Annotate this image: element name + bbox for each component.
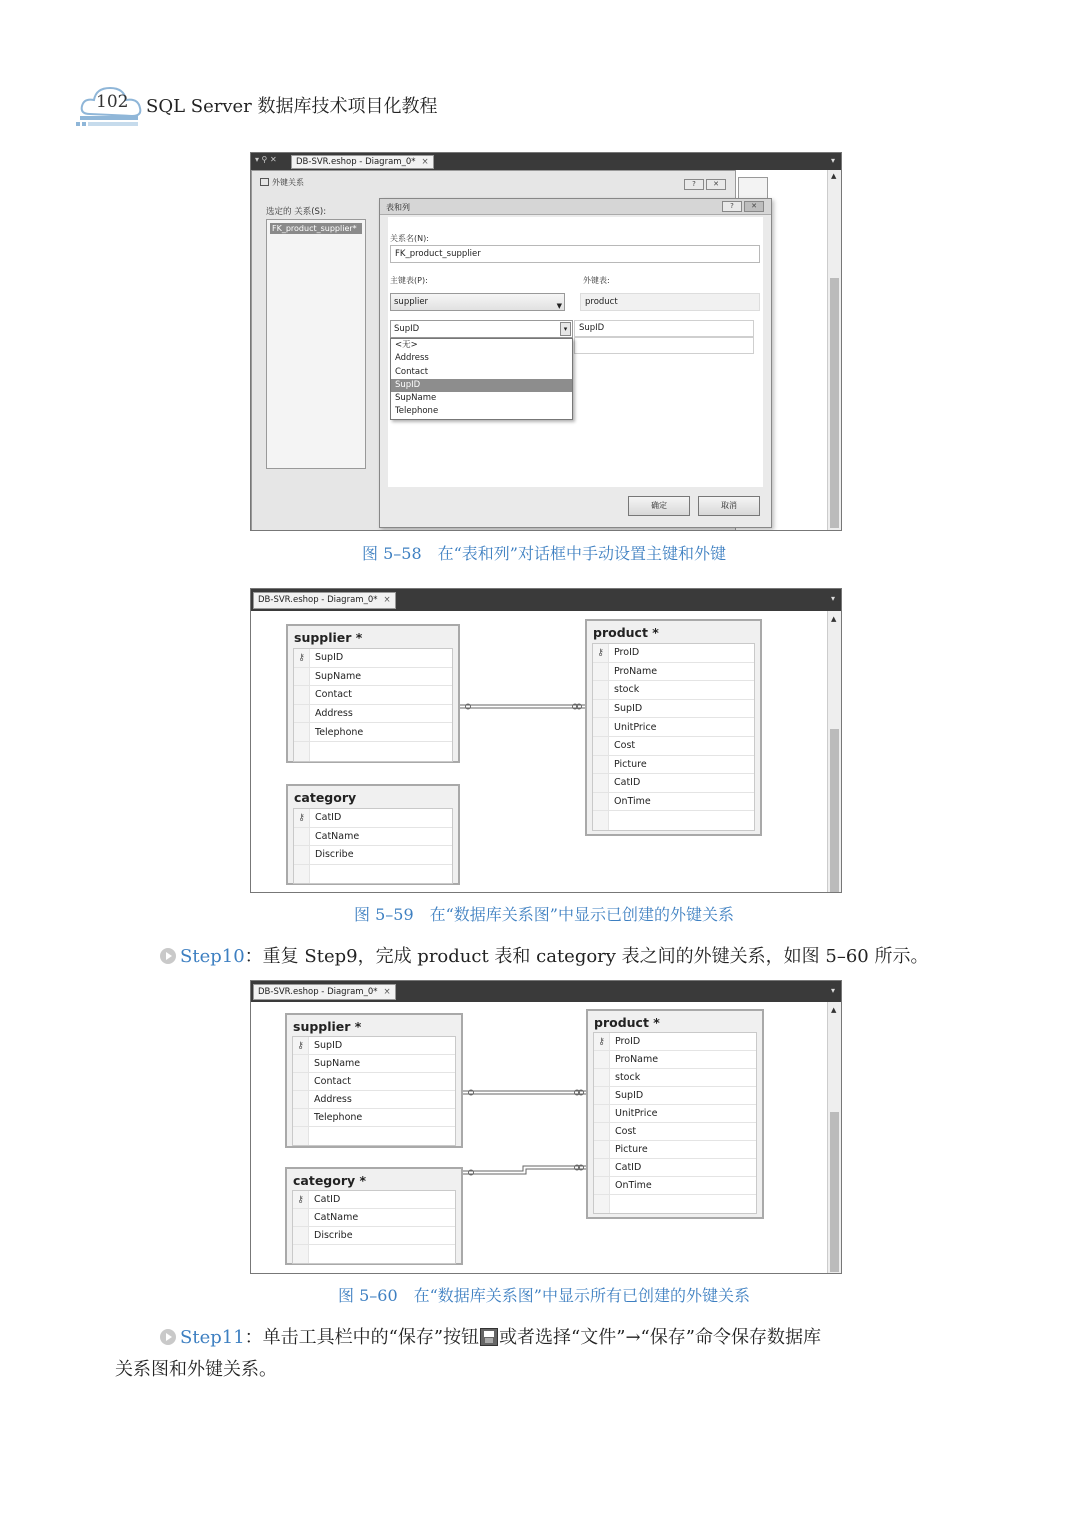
ok-button[interactable]: 确定 — [628, 496, 690, 516]
column-name: SupName — [315, 670, 362, 682]
table-title: supplier * — [293, 1019, 362, 1034]
column-name: Contact — [314, 1076, 351, 1087]
row-selector — [594, 1141, 610, 1158]
table-row[interactable] — [294, 742, 452, 761]
dialog-title-text: 外键关系 — [272, 178, 304, 187]
table-row[interactable] — [594, 1177, 756, 1195]
relationship-item[interactable]: FK_product_supplier* — [270, 223, 362, 234]
column-name: Address — [315, 708, 353, 720]
step11-paragraph-continued: 关系图和外键关系。 — [115, 1359, 277, 1380]
table-product[interactable] — [586, 1009, 764, 1219]
close-button[interactable]: ✕ — [706, 179, 726, 190]
table-supplier[interactable] — [286, 624, 460, 763]
table-row[interactable] — [594, 1087, 756, 1105]
row-selector — [594, 1069, 610, 1086]
column-name: Picture — [614, 758, 647, 770]
vertical-scrollbar[interactable] — [827, 170, 841, 530]
row-selector — [294, 668, 310, 686]
column-list — [592, 643, 755, 831]
primary-key-icon: ⚷ — [294, 809, 310, 827]
row-selector — [293, 1109, 309, 1126]
column-name: CatID — [315, 812, 342, 824]
chevron-down-icon[interactable]: ▾ — [560, 322, 571, 336]
table-category[interactable] — [285, 1167, 463, 1265]
tab-label: DB-SVR.eshop - Diagram_0* — [258, 595, 378, 605]
row-selector — [594, 1195, 610, 1213]
empty-column-cell[interactable] — [574, 337, 754, 354]
row-selector — [294, 705, 310, 723]
column-name: Picture — [615, 1144, 648, 1155]
tables-and-columns-dialog — [379, 198, 772, 528]
column-name: stock — [614, 684, 640, 696]
page-number: 102 — [96, 92, 129, 112]
column-name: Telephone — [315, 726, 364, 738]
inner-dialog-body — [388, 217, 763, 487]
row-selector — [594, 1177, 610, 1194]
step11-label: Step11 — [180, 1327, 245, 1348]
table-row[interactable] — [593, 681, 754, 700]
row-selector — [293, 1127, 309, 1145]
scroll-thumb[interactable] — [830, 278, 839, 528]
relationship-category-product[interactable] — [461, 1165, 587, 1175]
table-row[interactable] — [293, 1091, 455, 1109]
selected-relationship-label: 选定的 关系(S): — [266, 207, 327, 217]
dialog-icon — [260, 178, 269, 186]
column-list — [593, 1032, 757, 1214]
table-row[interactable] — [293, 1055, 455, 1073]
primary-key-icon: ⚷ — [294, 649, 310, 667]
table-row[interactable] — [593, 811, 754, 830]
column-dropdown-list[interactable] — [390, 338, 573, 420]
column-name: SupID — [314, 1040, 343, 1051]
column-name: stock — [615, 1072, 641, 1083]
step10-text: ：重复 Step9，完成 product 表和 category 表之间的外键关系，如图 5–60 所示。 — [244, 946, 929, 967]
table-row[interactable] — [594, 1195, 756, 1213]
book-title: SQL Server 数据库技术项目化教程 — [146, 96, 438, 117]
table-row[interactable] — [594, 1051, 756, 1069]
pin-icon[interactable]: ▾ ⚲ ✕ — [255, 155, 277, 164]
table-row[interactable] — [593, 663, 754, 682]
row-selector — [293, 1073, 309, 1090]
step10-label: Step10 — [180, 946, 245, 967]
row-selector — [593, 774, 609, 792]
table-title: product * — [593, 625, 659, 640]
step11-paragraph — [160, 1323, 821, 1349]
table-row[interactable] — [593, 644, 754, 663]
column-name: SupID — [315, 652, 344, 664]
relationship-supplier-product[interactable] — [457, 704, 585, 709]
dropdown-option[interactable]: Contact — [395, 366, 429, 377]
row-selector — [294, 723, 310, 741]
row-selector — [294, 865, 310, 884]
save-icon — [480, 1328, 498, 1346]
column-name: CatID — [614, 777, 641, 789]
table-row[interactable] — [294, 705, 452, 724]
table-row[interactable] — [294, 865, 452, 884]
column-name: SupID — [615, 1090, 644, 1101]
figure-5-59-caption: 图 5–59 在“数据库关系图”中显示已创建的外键关系 — [354, 905, 734, 924]
figure-5-58-screenshot — [250, 152, 842, 531]
table-row[interactable] — [593, 700, 754, 719]
foreign-key-table-label: 外键表: — [583, 276, 610, 285]
dropdown-option-selected[interactable]: SupID — [391, 379, 572, 392]
column-name: ProName — [614, 665, 658, 677]
primary-key-icon: ⚷ — [293, 1037, 309, 1054]
dropdown-option[interactable]: Address — [395, 353, 429, 364]
row-selector — [593, 681, 609, 699]
table-row[interactable] — [293, 1073, 455, 1091]
column-name: OnTime — [614, 796, 651, 808]
dropdown-option[interactable]: Telephone — [395, 406, 439, 417]
primary-key-table-label: 主键表(P): — [390, 276, 428, 285]
primary-key-icon: ⚷ — [293, 1191, 309, 1208]
tab-label: DB-SVR.eshop - Diagram_0* — [296, 157, 416, 167]
table-row[interactable] — [293, 1109, 455, 1127]
row-selector — [594, 1159, 610, 1176]
column-name: Contact — [315, 689, 352, 701]
scroll-up-icon[interactable]: ▲ — [831, 1006, 837, 1014]
table-row[interactable] — [293, 1245, 455, 1263]
row-selector — [294, 686, 310, 704]
row-selector — [593, 737, 609, 755]
foreign-key-table-field: product — [580, 293, 760, 311]
row-selector — [594, 1087, 610, 1104]
row-selector — [593, 663, 609, 681]
inner-close-button[interactable]: ✕ — [744, 201, 764, 212]
table-title: category — [294, 790, 357, 805]
column-name: UnitPrice — [614, 721, 657, 733]
relationship-supplier-product[interactable] — [461, 1090, 587, 1095]
inner-dialog-titlebar — [380, 199, 771, 215]
table-supplier[interactable] — [285, 1013, 463, 1148]
table-row[interactable] — [594, 1069, 756, 1087]
tab-diagram[interactable] — [291, 155, 434, 169]
table-title: category * — [293, 1173, 367, 1188]
row-selector — [293, 1055, 309, 1072]
table-row[interactable] — [294, 668, 452, 687]
table-row[interactable] — [294, 723, 452, 742]
column-list — [292, 1190, 456, 1264]
table-row[interactable] — [594, 1141, 756, 1159]
table-row[interactable] — [593, 737, 754, 756]
row-selector — [594, 1105, 610, 1122]
dialog-title — [260, 177, 304, 188]
figure-5-60-caption: 图 5–60 在“数据库关系图”中显示所有已创建的外键关系 — [338, 1286, 750, 1305]
inner-dialog-title: 表和列 — [386, 203, 410, 212]
inner-help-button[interactable]: ? — [722, 201, 742, 212]
primary-key-table-select[interactable] — [390, 293, 565, 311]
primary-key-icon: ⚷ — [594, 1033, 610, 1050]
tab-close-icon[interactable]: × — [421, 157, 429, 167]
primary-key-column-value: SupID — [394, 324, 420, 334]
row-selector — [593, 700, 609, 718]
row-selector — [593, 793, 609, 811]
foreign-key-column-cell[interactable]: SupID — [574, 320, 754, 337]
column-name: Discribe — [315, 849, 354, 861]
tab-close-icon[interactable]: × — [383, 987, 391, 997]
table-title: supplier * — [294, 630, 363, 645]
primary-key-column-select[interactable] — [390, 320, 573, 338]
column-name: CatID — [615, 1162, 642, 1173]
help-button[interactable]: ? — [684, 179, 704, 190]
scroll-up-icon[interactable]: ▲ — [831, 615, 837, 623]
cancel-button[interactable]: 取消 — [698, 496, 760, 516]
row-selector — [293, 1091, 309, 1108]
primary-key-table-value: supplier — [394, 297, 429, 307]
column-name: Cost — [615, 1126, 637, 1137]
column-name: SupID — [614, 703, 643, 715]
tab-dropdown-icon[interactable]: ▾ — [830, 594, 835, 603]
step11-text-b: 或者选择“文件”→“保存”命令保存数据库 — [499, 1327, 821, 1348]
column-list — [292, 1036, 456, 1146]
column-name: UnitPrice — [615, 1108, 658, 1119]
figure-5-59-screenshot — [250, 588, 842, 893]
step11-text-a: ：单击工具栏中的“保存”按钮 — [244, 1327, 480, 1348]
row-selector — [594, 1051, 610, 1068]
primary-key-icon: ⚷ — [593, 644, 609, 662]
scroll-up-icon[interactable]: ▲ — [831, 172, 837, 180]
table-row[interactable] — [594, 1033, 756, 1051]
table-row[interactable] — [293, 1037, 455, 1055]
document-tab-bar — [251, 153, 841, 170]
tab-dropdown-icon[interactable]: ▾ — [830, 986, 835, 995]
column-name: Cost — [614, 740, 636, 752]
row-selector — [294, 828, 310, 846]
table-row[interactable] — [594, 1159, 756, 1177]
column-name: OnTime — [615, 1180, 652, 1191]
column-name: CatName — [315, 830, 360, 842]
row-selector — [293, 1245, 309, 1263]
figure-5-60-screenshot — [250, 980, 842, 1274]
table-row[interactable] — [294, 809, 452, 828]
step-arrow-icon — [160, 1329, 176, 1345]
column-name: SupName — [314, 1058, 361, 1069]
column-name: Discribe — [314, 1230, 353, 1241]
step-arrow-icon — [160, 948, 176, 964]
table-row[interactable] — [294, 846, 452, 865]
table-row[interactable] — [594, 1123, 756, 1141]
row-selector — [593, 756, 609, 774]
row-selector — [293, 1209, 309, 1226]
table-row[interactable] — [593, 718, 754, 737]
table-row[interactable] — [293, 1127, 455, 1145]
column-name: Telephone — [314, 1112, 363, 1123]
table-row[interactable] — [294, 686, 452, 705]
table-row[interactable] — [594, 1105, 756, 1123]
row-selector — [294, 846, 310, 864]
figure-5-58-caption: 图 5–58 在“表和列”对话框中手动设置主键和外键 — [362, 544, 726, 563]
table-row[interactable] — [593, 793, 754, 812]
dropdown-option[interactable]: SupName — [395, 393, 437, 404]
column-name: ProID — [615, 1036, 641, 1047]
table-row[interactable] — [293, 1209, 455, 1227]
tab-close-icon[interactable]: × — [383, 595, 391, 605]
dropdown-option[interactable]: <无> — [395, 340, 418, 350]
table-row[interactable] — [593, 756, 754, 775]
column-name: CatName — [314, 1212, 359, 1223]
row-selector — [593, 811, 609, 830]
step10-paragraph — [160, 942, 928, 968]
column-list — [293, 648, 453, 762]
table-row[interactable] — [293, 1227, 455, 1245]
tab-dropdown-icon[interactable]: ▾ — [830, 156, 835, 165]
table-product[interactable] — [585, 619, 762, 836]
relation-name-label: 关系名(N): — [390, 234, 429, 243]
table-row[interactable] — [294, 828, 452, 847]
column-name: CatID — [314, 1194, 341, 1205]
column-name: Address — [314, 1094, 352, 1105]
table-title: product * — [594, 1015, 660, 1030]
row-selector — [594, 1123, 610, 1140]
relationship-list[interactable] — [266, 219, 366, 469]
row-selector — [593, 718, 609, 736]
row-selector — [293, 1227, 309, 1244]
table-row[interactable] — [293, 1191, 455, 1209]
row-selector — [294, 742, 310, 761]
chevron-down-icon: ▼ — [556, 302, 562, 310]
table-category[interactable] — [286, 784, 460, 885]
column-name: ProID — [614, 647, 640, 659]
tab-label: DB-SVR.eshop - Diagram_0* — [258, 987, 378, 997]
table-row[interactable] — [593, 774, 754, 793]
column-list — [293, 808, 453, 884]
relation-name-input[interactable]: FK_product_supplier — [390, 245, 760, 263]
table-row[interactable] — [294, 649, 452, 668]
column-name: ProName — [615, 1054, 659, 1065]
